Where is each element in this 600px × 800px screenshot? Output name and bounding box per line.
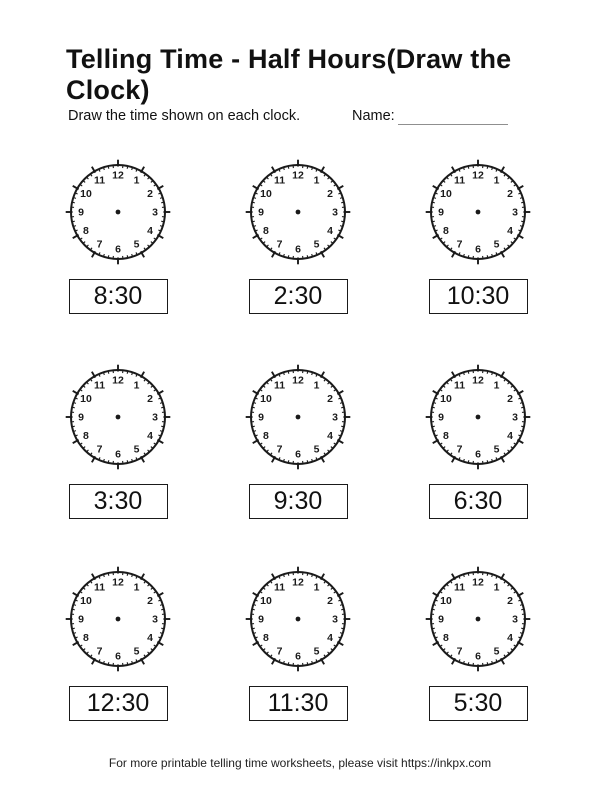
clock-number: 11 <box>93 174 106 187</box>
name-label: Name: <box>352 108 395 124</box>
minute-tick <box>521 426 524 427</box>
minute-tick <box>252 628 255 629</box>
clock-number: 4 <box>147 430 153 443</box>
clock-number: 7 <box>96 443 103 456</box>
minute-tick <box>161 609 164 610</box>
clock-number: 4 <box>147 632 153 645</box>
minute-tick <box>341 426 344 427</box>
minute-tick <box>252 202 255 203</box>
clock-number: 11 <box>273 174 286 187</box>
minute-tick <box>468 371 469 374</box>
clock-number: 10 <box>440 595 452 608</box>
instruction-text: Draw the time shown on each clock. <box>68 108 301 124</box>
clock-number: 5 <box>133 238 140 251</box>
clock-number: 6 <box>295 448 301 461</box>
minute-tick <box>521 609 524 610</box>
minute-tick <box>72 628 75 629</box>
minute-tick <box>252 426 255 427</box>
clock-number: 1 <box>493 379 500 392</box>
clock-number: 4 <box>507 225 513 238</box>
clock-number: 8 <box>443 632 449 645</box>
minute-tick <box>252 407 255 408</box>
time-box <box>429 484 528 519</box>
minute-tick <box>432 221 435 222</box>
clock-cell <box>425 566 531 721</box>
clock-number: 5 <box>313 238 320 251</box>
clock-number: 12 <box>292 576 304 589</box>
minute-tick <box>252 609 255 610</box>
clock-face <box>425 364 531 470</box>
minute-tick <box>108 662 109 665</box>
clock-number: 11 <box>453 174 466 187</box>
clock-center-dot <box>476 617 481 622</box>
clock-number: 9 <box>258 206 264 219</box>
minute-tick <box>432 202 435 203</box>
minute-tick <box>341 609 344 610</box>
clock-number: 12 <box>112 576 124 589</box>
clock-number: 11 <box>93 581 106 594</box>
clock-number: 3 <box>332 411 338 424</box>
minute-tick <box>127 662 128 665</box>
minute-tick <box>307 255 308 258</box>
clock-number: 3 <box>152 206 158 219</box>
minute-tick <box>127 166 128 169</box>
clock-number: 8 <box>263 430 269 443</box>
minute-tick <box>468 166 469 169</box>
clock-cell <box>245 159 351 314</box>
clock-number: 1 <box>493 174 500 187</box>
clock-number: 6 <box>475 448 481 461</box>
clock-number: 4 <box>507 632 513 645</box>
minute-tick <box>127 371 128 374</box>
time-label: 12:30 <box>86 689 150 717</box>
minute-tick <box>432 426 435 427</box>
clock-number: 4 <box>147 225 153 238</box>
clock-face <box>245 364 351 470</box>
minute-tick <box>307 662 308 665</box>
clock-number: 11 <box>453 379 466 392</box>
time-label: 9:30 <box>273 487 323 515</box>
minute-tick <box>341 221 344 222</box>
clock-number: 1 <box>313 581 320 594</box>
minute-tick <box>127 573 128 576</box>
clock-number: 4 <box>327 632 333 645</box>
clock-number: 7 <box>96 238 103 251</box>
clock-number: 12 <box>472 374 484 387</box>
minute-tick <box>127 255 128 258</box>
clock-cell <box>65 364 171 519</box>
minute-tick <box>72 202 75 203</box>
clock-face <box>65 159 171 265</box>
minute-tick <box>487 255 488 258</box>
time-box <box>69 484 168 519</box>
clock-number: 9 <box>438 613 444 626</box>
clock-number: 8 <box>443 430 449 443</box>
minute-tick <box>468 460 469 463</box>
minute-tick <box>127 460 128 463</box>
minute-tick <box>72 609 75 610</box>
clock-number: 7 <box>276 645 283 658</box>
time-label: 2:30 <box>273 282 323 310</box>
clock-face <box>425 159 531 265</box>
time-label: 5:30 <box>453 689 503 717</box>
clock-number: 3 <box>152 411 158 424</box>
clock-number: 9 <box>438 411 444 424</box>
clock-cell <box>65 566 171 721</box>
clock-number: 11 <box>273 581 286 594</box>
clock-face <box>245 159 351 265</box>
clock-number: 7 <box>456 645 463 658</box>
minute-tick <box>288 460 289 463</box>
time-box <box>429 686 528 721</box>
time-label: 6:30 <box>453 487 503 515</box>
time-box <box>249 279 348 314</box>
minute-tick <box>341 628 344 629</box>
clock-number: 9 <box>258 613 264 626</box>
clock-number: 5 <box>133 645 140 658</box>
minute-tick <box>307 460 308 463</box>
clock-number: 3 <box>512 206 518 219</box>
minute-tick <box>521 407 524 408</box>
clock-number: 3 <box>512 411 518 424</box>
minute-tick <box>307 371 308 374</box>
minute-tick <box>307 573 308 576</box>
clock-number: 2 <box>327 595 333 608</box>
clock-number: 12 <box>112 169 124 182</box>
clock-number: 8 <box>83 225 89 238</box>
minute-tick <box>432 628 435 629</box>
clock-number: 5 <box>493 443 500 456</box>
clock-center-dot <box>116 415 121 420</box>
clock-face <box>65 566 171 672</box>
clock-number: 7 <box>276 238 283 251</box>
clock-number: 6 <box>295 243 301 256</box>
minute-tick <box>108 255 109 258</box>
minute-tick <box>307 166 308 169</box>
clock-number: 6 <box>115 243 121 256</box>
clock-number: 8 <box>443 225 449 238</box>
time-label: 11:30 <box>267 689 329 717</box>
clock-number: 1 <box>133 379 140 392</box>
minute-tick <box>468 255 469 258</box>
clock-number: 5 <box>133 443 140 456</box>
clock-number: 11 <box>273 379 286 392</box>
clock-number: 9 <box>78 206 84 219</box>
minute-tick <box>161 628 164 629</box>
clock-number: 1 <box>493 581 500 594</box>
minute-tick <box>487 166 488 169</box>
clock-number: 1 <box>133 174 140 187</box>
footer-text: For more printable telling time worksheets, please visit https://inkpx.com <box>108 756 492 770</box>
minute-tick <box>108 166 109 169</box>
minute-tick <box>108 371 109 374</box>
clock-number: 2 <box>507 393 513 406</box>
minute-tick <box>161 426 164 427</box>
clock-number: 7 <box>456 238 463 251</box>
clock-number: 6 <box>115 448 121 461</box>
clock-number: 10 <box>260 188 272 201</box>
clock-face <box>245 566 351 672</box>
clock-center-dot <box>116 210 121 215</box>
clock-number: 9 <box>258 411 264 424</box>
page-title: Telling Time - Half Hours(Draw the Clock) <box>66 44 512 105</box>
clock-number: 12 <box>292 169 304 182</box>
clock-face <box>425 566 531 672</box>
clock-cell <box>245 566 351 721</box>
clock-number: 10 <box>80 595 92 608</box>
minute-tick <box>288 371 289 374</box>
clock-number: 7 <box>96 645 103 658</box>
minute-tick <box>288 255 289 258</box>
clock-number: 7 <box>276 443 283 456</box>
clock-number: 5 <box>493 645 500 658</box>
minute-tick <box>521 628 524 629</box>
minute-tick <box>487 371 488 374</box>
clock-number: 8 <box>263 632 269 645</box>
minute-tick <box>432 609 435 610</box>
minute-tick <box>72 221 75 222</box>
clock-number: 3 <box>332 613 338 626</box>
clock-number: 2 <box>147 393 153 406</box>
clock-number: 3 <box>332 206 338 219</box>
clock-face <box>65 364 171 470</box>
clock-cell <box>425 159 531 314</box>
clock-number: 10 <box>440 188 452 201</box>
minute-tick <box>487 662 488 665</box>
name-blank-line <box>398 108 508 125</box>
minute-tick <box>108 460 109 463</box>
time-label: 10:30 <box>446 282 510 310</box>
time-box <box>429 279 528 314</box>
clock-number: 5 <box>493 238 500 251</box>
clock-number: 7 <box>456 443 463 456</box>
minute-tick <box>161 221 164 222</box>
clock-center-dot <box>296 617 301 622</box>
clock-number: 3 <box>512 613 518 626</box>
minute-tick <box>72 426 75 427</box>
time-label: 3:30 <box>93 487 143 515</box>
clock-number: 8 <box>83 632 89 645</box>
minute-tick <box>521 202 524 203</box>
clock-cell <box>425 364 531 519</box>
clock-number: 4 <box>507 430 513 443</box>
time-box <box>249 484 348 519</box>
minute-tick <box>161 407 164 408</box>
minute-tick <box>288 573 289 576</box>
clock-number: 9 <box>438 206 444 219</box>
clock-number: 2 <box>327 393 333 406</box>
clock-number: 4 <box>327 225 333 238</box>
clock-number: 3 <box>152 613 158 626</box>
clock-center-dot <box>476 210 481 215</box>
clock-number: 2 <box>507 188 513 201</box>
clock-number: 12 <box>472 169 484 182</box>
clock-center-dot <box>296 415 301 420</box>
minute-tick <box>288 662 289 665</box>
clock-number: 1 <box>133 581 140 594</box>
clock-number: 6 <box>295 650 301 663</box>
clock-number: 11 <box>453 581 466 594</box>
time-box <box>249 686 348 721</box>
minute-tick <box>341 407 344 408</box>
clock-number: 1 <box>313 174 320 187</box>
minute-tick <box>468 573 469 576</box>
clock-number: 10 <box>80 393 92 406</box>
time-label: 8:30 <box>93 282 143 310</box>
minute-tick <box>521 221 524 222</box>
clock-number: 10 <box>260 393 272 406</box>
clock-number: 12 <box>472 576 484 589</box>
clock-number: 2 <box>327 188 333 201</box>
clock-number: 2 <box>147 595 153 608</box>
minute-tick <box>432 407 435 408</box>
clock-number: 6 <box>475 650 481 663</box>
minute-tick <box>72 407 75 408</box>
clock-number: 8 <box>83 430 89 443</box>
clock-number: 6 <box>475 243 481 256</box>
clock-number: 10 <box>80 188 92 201</box>
clock-number: 2 <box>507 595 513 608</box>
time-box <box>69 686 168 721</box>
clock-number: 11 <box>93 379 106 392</box>
minute-tick <box>108 573 109 576</box>
clock-number: 12 <box>112 374 124 387</box>
clock-number: 8 <box>263 225 269 238</box>
minute-tick <box>487 573 488 576</box>
clock-number: 5 <box>313 443 320 456</box>
clock-center-dot <box>476 415 481 420</box>
clock-number: 6 <box>115 650 121 663</box>
clock-number: 10 <box>440 393 452 406</box>
minute-tick <box>161 202 164 203</box>
clock-center-dot <box>116 617 121 622</box>
minute-tick <box>468 662 469 665</box>
clock-cell <box>245 364 351 519</box>
clock-center-dot <box>296 210 301 215</box>
minute-tick <box>487 460 488 463</box>
clock-number: 4 <box>327 430 333 443</box>
clock-number: 1 <box>313 379 320 392</box>
clock-number: 10 <box>260 595 272 608</box>
minute-tick <box>341 202 344 203</box>
minute-tick <box>252 221 255 222</box>
clock-number: 9 <box>78 613 84 626</box>
clock-number: 9 <box>78 411 84 424</box>
clock-cell <box>65 159 171 314</box>
time-box <box>69 279 168 314</box>
clock-number: 5 <box>313 645 320 658</box>
clock-number: 12 <box>292 374 304 387</box>
clock-number: 2 <box>147 188 153 201</box>
minute-tick <box>288 166 289 169</box>
